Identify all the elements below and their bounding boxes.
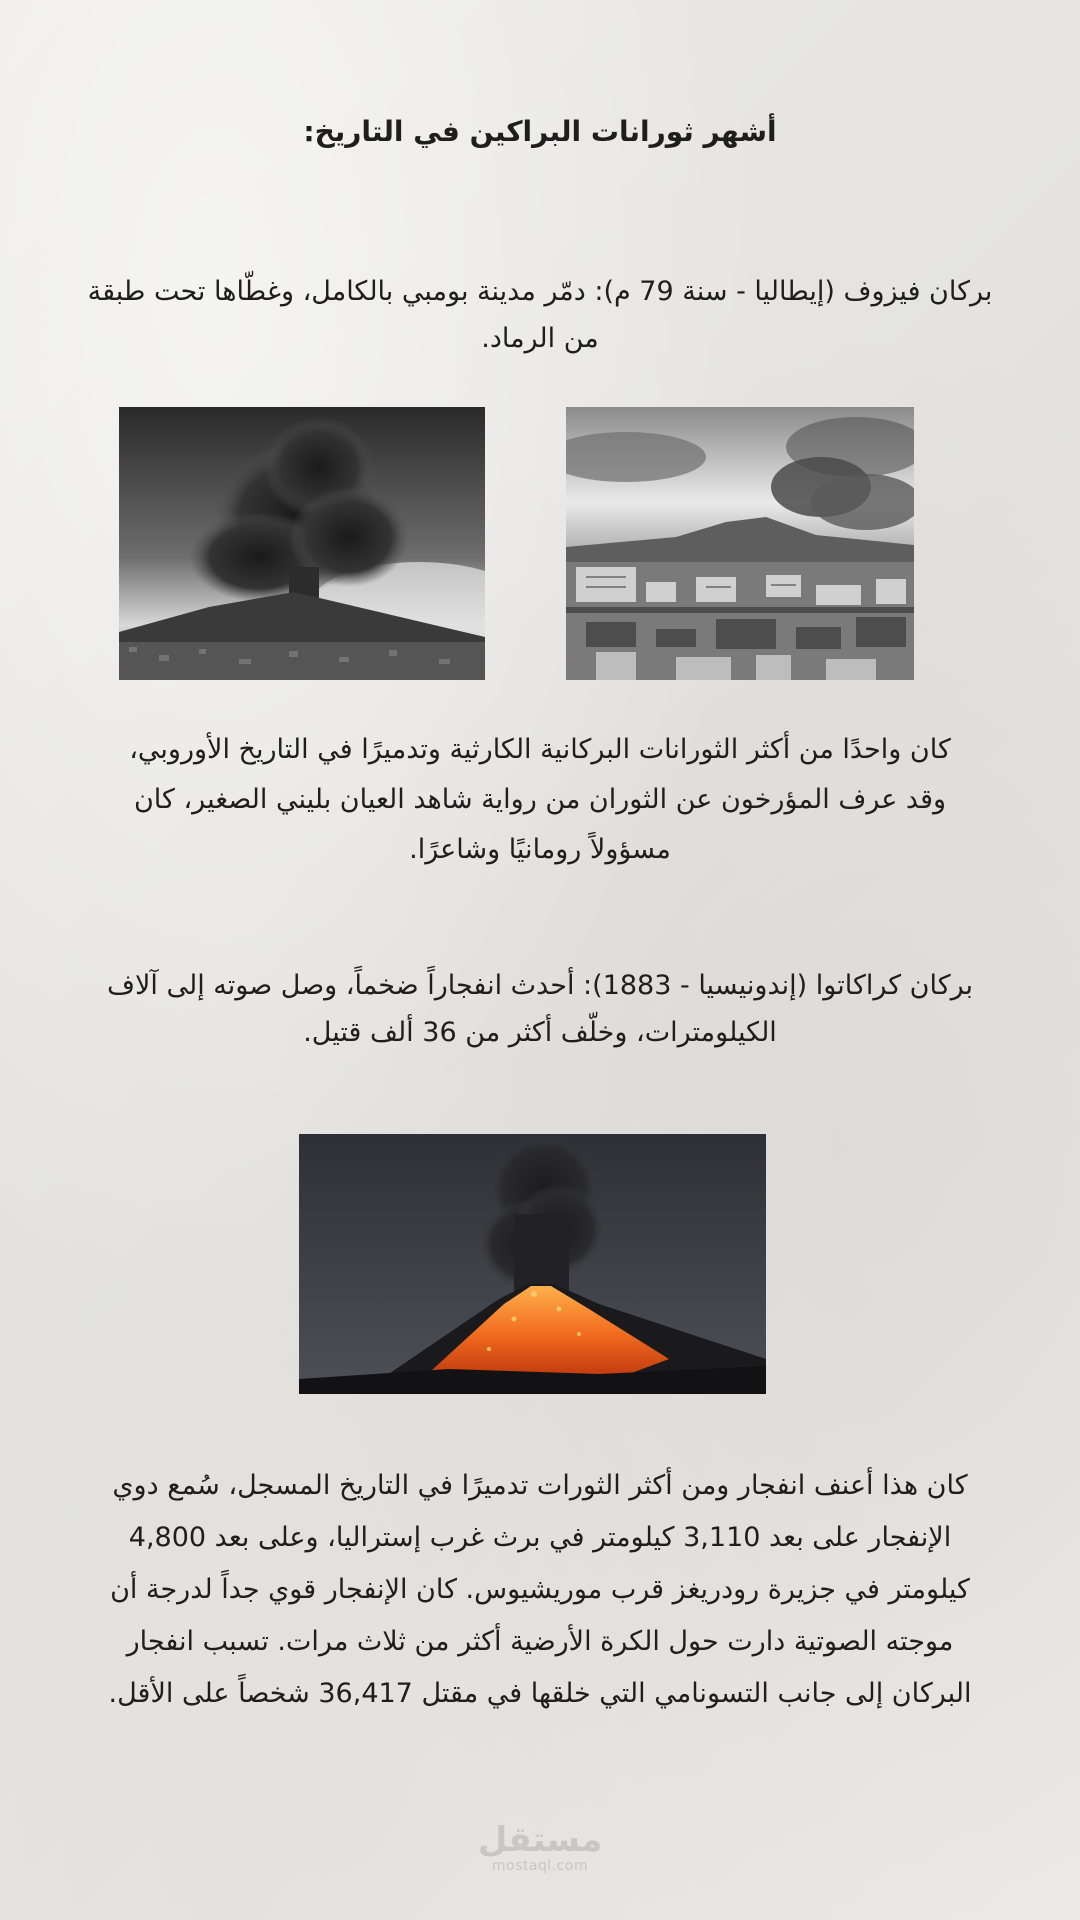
krakatoa-description: كان هذا أعنف انفجار ومن أكثر الثورات تدميرًا في التاريخ المسجل، سُمع دوي الإنفجار على بعد 3,110 كيلومتر في برث غرب إستراليا، وعلى بعد 4,800 كيلومتر في جزيرة رودريغز قرب موريشيوس. كان الإنفجار قوي جداً لدرجة أن موجته الصوتية دارت حول الكرة الأرضية أكثر من ثلاث مرات. تسبب انفجار البركان إلى جانب التسونامي التي خلقها في مقتل 36,417 شخصاً على الأقل. — [108, 1470, 972, 1709]
mostaql-watermark — [470, 1822, 610, 1874]
vesuvius-heading: بركان فيزوف (إيطاليا - سنة 79 م): دمّر مدينة بومبي بالكامل، وغطّاها تحت طبقة من الرماد. — [87, 276, 993, 354]
naples-vesuvius-photo — [566, 407, 914, 680]
watermark-logo-text: مستقل — [477, 1820, 603, 1860]
page-title: أشهر ثورانات البراكين في التاريخ: — [303, 115, 777, 148]
vesuvius-description: كان واحدًا من أكثر الثورانات البركانية الكارثية وتدميرًا في التاريخ الأوروبي، وقد عرف المؤرخون عن الثوران من رواية شاهد العيان بليني الصغير، كان مسؤولاً رومانيًا وشاعرًا. — [129, 734, 951, 865]
watermark-site-text: mostaql.com — [491, 1858, 589, 1874]
krakatoa-eruption-photo — [299, 1134, 766, 1394]
vesuvius-eruption-photo — [119, 407, 485, 680]
krakatoa-heading: بركان كراكاتوا (إندونيسيا - 1883): أحدث انفجاراً ضخماً، وصل صوته إلى آلاف الكيلومترات، وخلّف أكثر من 36 ألف قتيل. — [107, 970, 973, 1048]
